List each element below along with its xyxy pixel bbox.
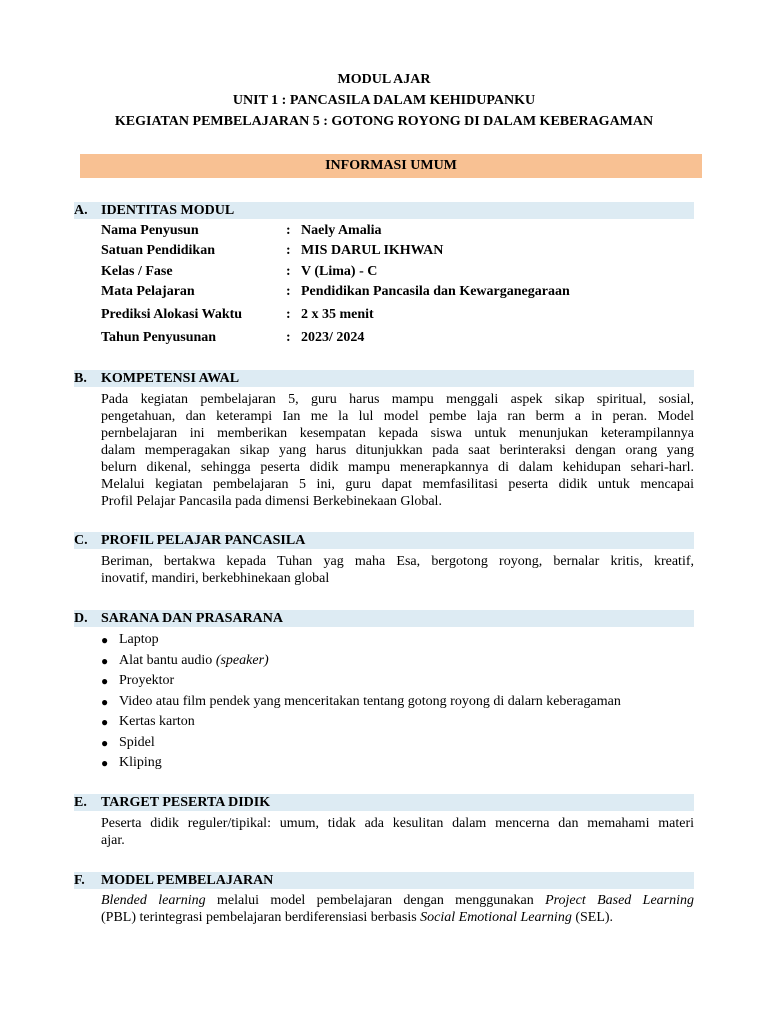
list-item-text: Video atau film pendek yang menceritakan tentang gotong royong di dalarn keberagaman	[119, 693, 621, 709]
list-item-text: Spidel	[119, 734, 155, 750]
section-f-letter: F.	[74, 873, 85, 888]
paragraph-text: (SEL).	[571, 910, 614, 925]
paragraph-line: inovatif, mandiri, berkebhinekaan global	[101, 571, 330, 586]
paragraph-line: Peserta didik reguler/tipikal: umum, tidak ada kesulitan dalam mencerna dan memahami materi	[101, 816, 694, 831]
identity-colon: :	[286, 264, 291, 279]
paragraph-line: Beriman, bertakwa kepada Tuhan yag maha Esa, bergotong royong, bernalar kritis, kreatif,	[101, 554, 694, 569]
list-item-text: Kertas karton	[119, 714, 195, 729]
section-d-letter: D.	[74, 611, 88, 626]
identity-key: Nama Penyusun	[101, 223, 199, 238]
list-item	[101, 651, 621, 672]
kompetensi-awal-paragraph	[101, 391, 694, 510]
module-title: MODUL AJAR	[337, 72, 431, 87]
paragraph-line: Pada kegiatan pembelajaran 5, guru harus mampu menggali aspek sikap spiritual, sosial,	[101, 392, 694, 407]
identity-key: Mata Pelajaran	[101, 284, 195, 299]
section-f-title: MODEL PEMBELAJARAN	[101, 873, 274, 888]
sel-text: Social Emotional Learning	[420, 910, 572, 925]
section-c-letter: C.	[74, 533, 88, 548]
section-a-heading	[74, 202, 694, 219]
identity-value: 2023/ 2024	[301, 330, 365, 345]
blended-learning-text: Blended learning	[101, 893, 206, 908]
paragraph-line: ajar.	[101, 833, 125, 848]
paragraph-line	[101, 892, 694, 909]
identity-value: MIS DARUL IKHWAN	[301, 243, 444, 258]
target-peserta-paragraph	[101, 815, 694, 849]
identity-key: Satuan Pendidikan	[101, 243, 215, 258]
identity-value: Pendidikan Pancasila dan Kewarganegaraan	[301, 284, 570, 299]
identity-value: Naely Amalia	[301, 223, 382, 238]
section-d-heading	[74, 610, 694, 627]
section-c-heading	[74, 532, 694, 549]
section-a-letter: A.	[74, 203, 88, 218]
profil-pelajar-paragraph	[101, 553, 694, 587]
section-c-title: PROFIL PELAJAR PANCASILA	[101, 533, 306, 548]
paragraph-line: Profil Pelajar Pancasila pada dimensi Berkebinekaan Global.	[101, 494, 442, 509]
activity-title: KEGIATAN PEMBELAJARAN 5 : GOTONG ROYONG DI DALAM KEBERAGAMAN	[114, 114, 654, 129]
bullet-icon: ●	[101, 653, 109, 668]
identity-key: Tahun Penyusunan	[101, 330, 217, 345]
identity-colon: :	[286, 243, 291, 258]
unit-title: UNIT 1 : PANCASILA DALAM KEHIDUPANKU	[232, 93, 536, 108]
bullet-icon: ●	[101, 756, 109, 770]
bullet-icon: ●	[101, 715, 109, 729]
paragraph-line: pengetahuan, dan keterampi Ian me la lul model pembe laja ran berm a in peran. Model	[101, 409, 694, 424]
paragraph-line: belurn dikenal, sehingga peserta didik mampu menerapkannya di dalam kehidupan sehari-harl.	[101, 460, 694, 475]
section-a-title: IDENTITAS MODUL	[101, 203, 235, 218]
identity-colon: :	[286, 284, 291, 299]
section-e-letter: E.	[74, 795, 87, 810]
section-b-title: KOMPETENSI AWAL	[101, 371, 240, 386]
list-item-text: Proyektor	[119, 673, 175, 688]
section-b-heading	[74, 370, 694, 387]
list-item-text: Laptop	[119, 632, 159, 647]
section-f-heading	[74, 872, 694, 889]
identity-colon: :	[286, 223, 291, 238]
identity-key: Prediksi Alokasi Waktu	[101, 307, 243, 322]
list-item	[101, 692, 621, 713]
paragraph-line: pernbelajaran ini memberikan kesempatan kepada siswa untuk menunjukan keterampilannya	[101, 426, 694, 441]
identity-value: V (Lima) - C	[301, 264, 378, 279]
bullet-icon: ●	[101, 735, 109, 750]
section-b-letter: B.	[74, 371, 87, 386]
paragraph-line	[101, 909, 694, 926]
bullet-icon: ●	[101, 674, 109, 688]
list-item-text: Kliping	[119, 755, 162, 770]
identity-colon: :	[286, 330, 291, 345]
list-item	[101, 753, 621, 774]
identity-value: 2 x 35 menit	[301, 307, 374, 322]
list-item	[101, 630, 621, 651]
paragraph-line: Melalui kegiatan pembelajaran 5 ini, guru dapat memfasilitasi peserta didik untuk mencapai	[101, 477, 694, 492]
section-e-title: TARGET PESERTA DIDIK	[101, 795, 271, 810]
pbl-text: Project Based Learning	[545, 893, 694, 908]
paragraph-text: melalui model pembelajaran dengan menggunakan	[205, 893, 546, 908]
identity-key: Kelas / Fase	[101, 264, 173, 279]
info-umum-bar: INFORMASI UMUM	[80, 154, 702, 178]
bullet-icon: ●	[101, 694, 109, 709]
model-pembelajaran-paragraph	[101, 892, 694, 926]
bullet-icon: ●	[101, 633, 109, 647]
list-item	[101, 712, 621, 733]
list-item-text: Alat bantu audio	[119, 652, 216, 668]
list-item-italic: (speaker)	[215, 652, 269, 668]
paragraph-line: dalam memperagakan sikap yang harus ditunjukkan pada saat berinteraksi dengan orang yang	[101, 443, 694, 458]
section-d-title: SARANA DAN PRASARANA	[101, 611, 284, 626]
list-item	[101, 671, 621, 692]
identity-colon: :	[286, 307, 291, 322]
section-e-heading	[74, 794, 694, 811]
paragraph-text: (PBL) terintegrasi pembelajaran berdiferensiasi berbasis	[101, 910, 421, 925]
sarana-list	[101, 630, 621, 774]
list-item	[101, 733, 621, 754]
